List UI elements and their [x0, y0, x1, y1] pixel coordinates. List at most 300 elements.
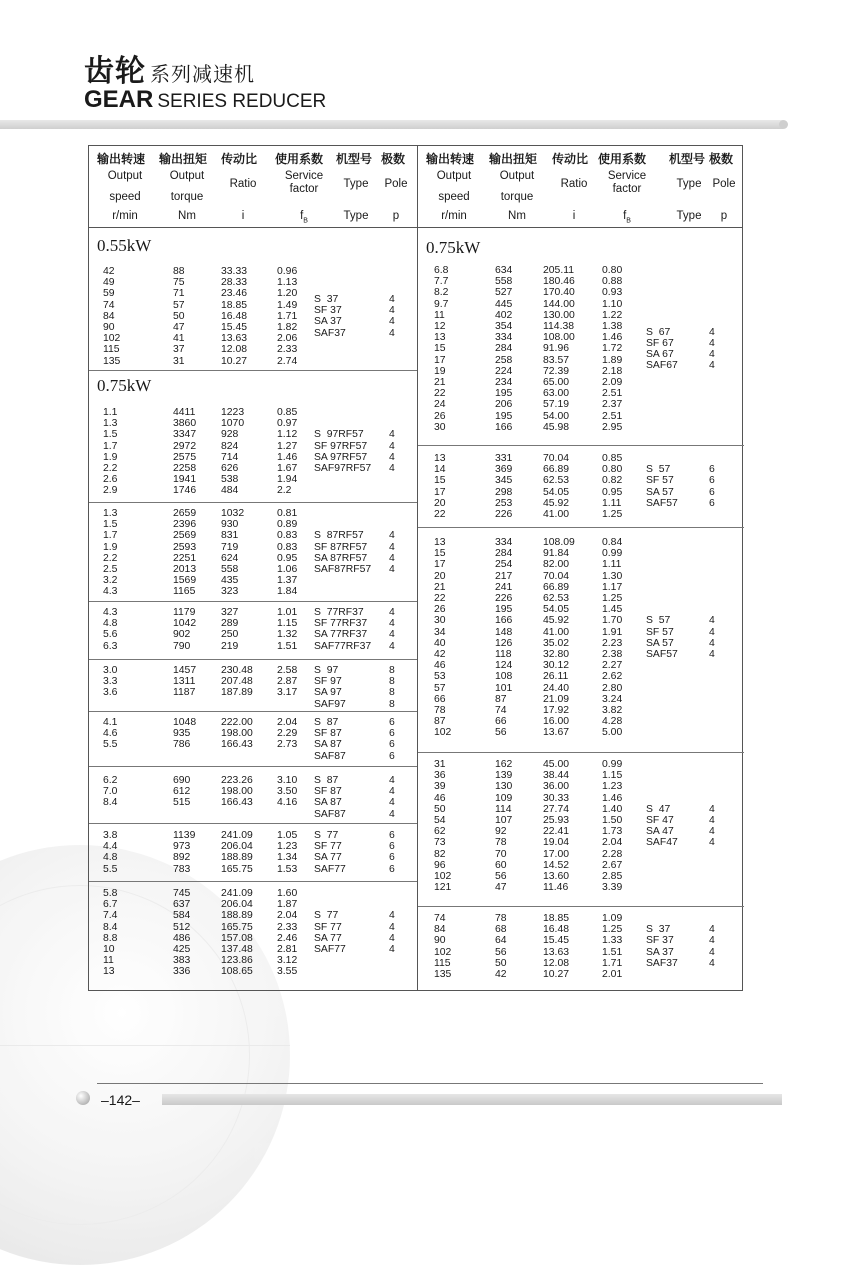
type-cell: SA 47 [646, 826, 674, 838]
service-factor-cell: 1.46 [277, 451, 298, 463]
output-speed-cell: 26 [434, 410, 446, 422]
type-cell: SF 87 [314, 786, 342, 798]
service-factor-cell: 4.16 [277, 797, 298, 809]
output-torque-cell: 57 [173, 299, 185, 311]
group-separator [89, 823, 417, 824]
output-torque-cell: 637 [173, 899, 191, 911]
output-speed-cell: 121 [434, 882, 452, 894]
output-torque-cell: 148 [495, 626, 513, 638]
service-factor-cell: 0.97 [277, 418, 298, 430]
output-torque-cell: 2013 [173, 564, 197, 575]
output-speed-cell: 40 [434, 637, 446, 649]
output-torque-cell: 402 [495, 309, 513, 321]
ratio-cell: 824 [221, 440, 239, 452]
service-factor-cell: 2.46 [277, 932, 298, 944]
type-cell: SA 77 [314, 852, 342, 864]
output-speed-cell: 4.1 [103, 717, 118, 728]
output-speed-cell: 10 [103, 944, 115, 955]
ratio-cell: 16.48 [543, 924, 570, 936]
type-cell: S 47 [646, 803, 671, 815]
output-speed-cell: 31 [434, 759, 446, 770]
type-cell: SA 87RF57 [314, 552, 368, 564]
output-torque-cell: 37 [173, 344, 185, 356]
pole-cell: 4 [709, 957, 715, 969]
output-torque-cell: 107 [495, 815, 513, 826]
pole-cell: 4 [389, 808, 395, 820]
output-torque-cell: 92 [495, 826, 507, 838]
output-torque-cell: 139 [495, 770, 513, 782]
output-speed-cell: 115 [434, 957, 451, 969]
output-torque-cell: 74 [495, 705, 507, 716]
ratio-cell: 108.65 [221, 966, 253, 978]
ratio-cell: 17.00 [543, 848, 570, 860]
output-torque-cell: 1165 [173, 586, 196, 598]
service-factor-cell: 1.11 [602, 497, 622, 509]
service-factor-cell: 0.85 [277, 407, 298, 418]
group-separator [89, 502, 417, 503]
type-cell: SF 37 [314, 305, 342, 317]
output-speed-cell: 5.5 [103, 739, 118, 751]
service-factor-cell: 1.51 [602, 946, 623, 958]
ratio-cell: 70.04 [543, 570, 570, 582]
output-torque-cell: 42 [495, 969, 507, 980]
factor-unit-sub: B [626, 217, 631, 225]
service-factor-cell: 1.71 [277, 310, 298, 322]
pole-cell: 6 [389, 852, 395, 864]
pole-cell: 6 [389, 717, 395, 728]
type-cell: SF 37 [646, 935, 674, 947]
service-factor-cell: 2.28 [602, 848, 623, 860]
ratio-cell: 250 [221, 629, 239, 641]
type-cell: SA 87 [314, 739, 342, 751]
output-speed-cell: 46 [434, 660, 446, 672]
service-factor-cell: 1.13 [277, 277, 298, 289]
type-cell: SF 47 [646, 815, 674, 826]
output-torque-cell: 2659 [173, 508, 197, 519]
ratio-cell: 45.00 [543, 759, 570, 770]
ratio-cell: 831 [221, 530, 239, 542]
output-speed-cell: 50 [434, 803, 446, 815]
output-torque-cell: 2569 [173, 530, 197, 542]
group-separator [418, 752, 744, 753]
ratio-cell: 38.44 [543, 770, 570, 782]
pole-cell: 4 [709, 615, 715, 627]
reducer-selection-table [88, 145, 743, 991]
type-cell: SF 87 [314, 728, 342, 740]
output-speed-cell: 1.9 [103, 541, 118, 553]
service-factor-cell: 3.10 [277, 775, 298, 786]
output-torque-cell: 354 [495, 321, 513, 332]
type-cell: SF 57 [646, 475, 674, 487]
ratio-cell: 19.04 [543, 837, 570, 849]
service-factor-cell: 1.38 [602, 321, 623, 332]
output-speed-cell: 3.8 [103, 830, 118, 841]
type-cell: S 77 [314, 910, 339, 922]
col-header-cn: 极数 [709, 152, 734, 166]
type-cell: SAF87RF57 [314, 564, 372, 575]
pole-cell: 4 [389, 463, 395, 474]
service-factor-cell: 3.12 [277, 955, 298, 967]
pole-cell: 4 [709, 815, 715, 826]
pole-cell: 6 [709, 486, 715, 498]
service-factor-cell: 1.10 [602, 298, 623, 310]
output-torque-cell: 690 [173, 775, 191, 786]
ratio-cell: 82.00 [543, 559, 570, 571]
service-factor-cell: 4.28 [602, 716, 623, 728]
output-speed-cell: 4.6 [103, 728, 118, 740]
output-torque-cell: 101 [495, 682, 513, 694]
col-header-unit: p [720, 210, 728, 222]
service-factor-cell: 3.24 [602, 693, 623, 705]
output-speed-cell: 54 [434, 815, 446, 826]
output-speed-cell: 15 [434, 475, 446, 487]
ratio-cell: 241.09 [221, 888, 253, 899]
output-torque-cell: 1941 [173, 474, 197, 486]
output-torque-cell: 254 [495, 559, 513, 571]
type-cell: SAF37 [314, 327, 346, 339]
service-factor-cell: 1.53 [277, 863, 298, 875]
output-speed-cell: 90 [103, 322, 115, 333]
service-factor-cell: 1.91 [602, 626, 623, 638]
output-torque-cell: 584 [173, 910, 191, 922]
output-torque-cell: 71 [173, 288, 185, 300]
group-separator [89, 659, 417, 660]
output-speed-cell: 102 [103, 333, 121, 345]
ratio-cell: 70.04 [543, 453, 570, 464]
output-speed-cell: 102 [434, 727, 452, 739]
power-heading: 0.55kW [97, 236, 152, 255]
output-speed-cell: 4.3 [103, 607, 118, 618]
col-header-en: Output [169, 170, 205, 182]
type-cell: SA 57 [646, 486, 674, 498]
col-header-en: Service [607, 170, 647, 182]
col-header-cn: 输出扭矩 [489, 152, 538, 166]
pole-cell: 4 [709, 649, 715, 660]
output-torque-cell: 336 [173, 966, 191, 978]
service-factor-cell: 1.70 [602, 615, 623, 627]
col-header-cn: 使用系数 [598, 152, 647, 166]
service-factor-cell: 1.34 [277, 852, 298, 864]
output-speed-cell: 42 [103, 266, 115, 277]
output-speed-cell: 6.7 [103, 899, 118, 911]
service-factor-cell: 3.17 [277, 687, 298, 699]
service-factor-cell: 1.09 [602, 913, 623, 924]
output-speed-cell: 73 [434, 837, 446, 849]
output-speed-cell: 22 [434, 388, 446, 400]
output-torque-cell: 66 [495, 716, 507, 728]
ratio-cell: 63.00 [543, 388, 570, 400]
ratio-cell: 123.86 [221, 955, 253, 967]
output-speed-cell: 135 [434, 969, 452, 980]
output-speed-cell: 1.9 [103, 451, 118, 463]
output-torque-cell: 783 [173, 863, 191, 875]
output-torque-cell: 284 [495, 343, 513, 355]
output-speed-cell: 3.2 [103, 575, 118, 587]
ratio-cell: 17.92 [543, 705, 570, 716]
output-speed-cell: 59 [103, 288, 115, 300]
power-heading: 0.75kW [426, 238, 481, 257]
output-speed-cell: 102 [434, 946, 452, 958]
col-header-en2: factor [612, 183, 642, 195]
output-speed-cell: 13 [103, 966, 115, 978]
output-torque-cell: 2593 [173, 541, 197, 553]
service-factor-cell: 0.83 [277, 530, 298, 542]
pole-cell: 8 [389, 687, 395, 699]
service-factor-cell: 2.38 [602, 649, 623, 660]
col-header-en: Pole [712, 178, 736, 190]
output-torque-cell: 527 [495, 287, 513, 299]
service-factor-cell: 1.51 [277, 640, 298, 652]
col-header-en: Ratio [560, 178, 588, 190]
type-cell: SAF87 [314, 808, 346, 820]
output-torque-cell: 1457 [173, 665, 197, 676]
output-speed-cell: 12 [434, 321, 446, 332]
service-factor-cell: 2.04 [277, 910, 298, 922]
ratio-cell: 114.38 [543, 321, 575, 332]
service-factor-cell: 1.20 [277, 288, 298, 300]
output-torque-cell: 258 [495, 354, 513, 366]
ratio-cell: 170.40 [543, 287, 575, 299]
service-factor-cell: 1.22 [602, 309, 623, 321]
output-speed-cell: 57 [434, 682, 446, 694]
ratio-cell: 207.48 [221, 676, 253, 688]
output-torque-cell: 75 [173, 277, 185, 289]
pole-cell: 6 [389, 750, 395, 762]
pole-cell: 4 [709, 349, 715, 360]
output-torque-cell: 124 [495, 660, 513, 672]
ratio-cell: 165.75 [221, 863, 253, 875]
output-speed-cell: 20 [434, 570, 446, 582]
output-speed-cell: 15 [434, 343, 446, 355]
output-torque-cell: 78 [495, 913, 507, 924]
output-torque-cell: 1042 [173, 618, 197, 630]
output-speed-cell: 4.8 [103, 852, 118, 864]
output-torque-cell: 425 [173, 944, 191, 955]
ratio-cell: 157.08 [221, 932, 253, 944]
output-speed-cell: 115 [103, 344, 120, 356]
output-torque-cell: 331 [495, 453, 513, 464]
service-factor-cell: 2.73 [277, 739, 298, 751]
ratio-cell: 65.00 [543, 377, 570, 388]
output-torque-cell: 70 [495, 848, 507, 860]
output-speed-cell: 3.0 [103, 665, 118, 676]
output-speed-cell: 5.8 [103, 888, 118, 899]
service-factor-cell: 0.88 [602, 276, 623, 288]
output-torque-cell: 56 [495, 727, 507, 739]
ratio-cell: 222.00 [221, 717, 253, 728]
output-torque-cell: 3860 [173, 418, 197, 430]
service-factor-cell: 1.15 [602, 770, 623, 782]
type-cell: SAF97RF57 [314, 463, 372, 474]
pole-cell: 8 [389, 676, 395, 688]
service-factor-cell: 1.05 [277, 830, 298, 841]
service-factor-cell: 1.67 [277, 463, 298, 474]
pole-cell: 4 [709, 637, 715, 649]
output-torque-cell: 47 [173, 322, 185, 333]
pole-cell: 4 [389, 564, 395, 575]
ratio-cell: 15.45 [221, 322, 248, 333]
output-torque-cell: 1311 [173, 676, 196, 688]
output-torque-cell: 108 [495, 671, 513, 683]
output-torque-cell: 745 [173, 888, 191, 899]
ratio-cell: 626 [221, 463, 239, 474]
service-factor-cell: 0.99 [602, 759, 623, 770]
output-speed-cell: 82 [434, 848, 446, 860]
service-factor-cell: 2.18 [602, 365, 623, 377]
service-factor-cell: 0.99 [602, 548, 623, 560]
output-torque-cell: 224 [495, 365, 513, 377]
ratio-cell: 180.46 [543, 276, 575, 288]
pole-cell: 4 [389, 294, 395, 305]
output-speed-cell: 30 [434, 421, 446, 433]
ratio-cell: 188.89 [221, 852, 253, 864]
output-speed-cell: 19 [434, 365, 446, 377]
service-factor-cell: 1.23 [602, 781, 623, 793]
output-speed-cell: 102 [434, 871, 452, 882]
output-torque-cell: 3347 [173, 429, 197, 441]
ratio-cell: 35.02 [543, 637, 570, 649]
output-speed-cell: 84 [434, 924, 446, 936]
ratio-cell: 165.75 [221, 921, 253, 933]
type-cell: SA 37 [646, 946, 674, 958]
output-torque-cell: 64 [495, 935, 507, 947]
ratio-cell: 538 [221, 474, 239, 486]
title-cn-bold: 齿轮 [84, 55, 146, 88]
type-cell: S 67 [646, 326, 671, 338]
pole-cell: 6 [709, 497, 715, 509]
type-cell: SF 87RF57 [314, 541, 368, 553]
type-cell: SAF37 [646, 957, 678, 969]
output-speed-cell: 6.8 [434, 265, 449, 276]
output-torque-cell: 126 [495, 637, 513, 649]
ratio-cell: 45.98 [543, 421, 570, 433]
header-bar [0, 120, 783, 129]
output-torque-cell: 1569 [173, 575, 197, 587]
col-header-en2: factor [289, 183, 319, 195]
output-torque-cell: 345 [495, 475, 513, 487]
output-speed-cell: 17 [434, 354, 446, 366]
ratio-cell: 30.33 [543, 792, 570, 804]
output-speed-cell: 34 [434, 626, 446, 638]
output-speed-cell: 1.7 [103, 530, 118, 542]
ratio-cell: 188.89 [221, 910, 253, 922]
output-torque-cell: 195 [495, 604, 513, 616]
service-factor-cell: 1.11 [602, 559, 622, 571]
service-factor-cell: 3.50 [277, 786, 298, 798]
ratio-cell: 62.53 [543, 475, 570, 487]
type-cell: SAF67 [646, 360, 678, 372]
service-factor-cell: 1.72 [602, 343, 623, 355]
service-factor-cell: 0.80 [602, 464, 623, 476]
power-heading: 0.75kW [97, 376, 152, 395]
ratio-cell: 21.09 [543, 693, 570, 705]
output-torque-cell: 114 [495, 803, 512, 815]
output-torque-cell: 973 [173, 841, 191, 853]
col-header-en2: speed [438, 191, 470, 203]
col-header-en2: torque [500, 191, 534, 203]
pole-cell: 6 [389, 830, 395, 841]
output-torque-cell: 226 [495, 509, 513, 520]
pole-cell: 6 [389, 728, 395, 740]
pole-cell: 4 [389, 327, 395, 339]
col-header-en: Type [343, 178, 369, 190]
group-separator [418, 527, 744, 528]
col-header-cn: 输出扭矩 [159, 152, 208, 166]
col-header-en2: speed [109, 191, 141, 203]
service-factor-cell: 2.62 [602, 671, 623, 683]
factor-unit: f [300, 210, 304, 222]
ratio-cell: 198.00 [221, 728, 253, 740]
service-factor-cell: 2.33 [277, 344, 298, 356]
output-torque-cell: 1187 [173, 687, 196, 699]
output-torque-cell: 162 [495, 759, 513, 770]
output-torque-cell: 50 [173, 310, 185, 322]
pole-cell: 4 [389, 451, 395, 463]
ratio-cell: 187.89 [221, 687, 253, 699]
service-factor-cell: 1.50 [602, 815, 623, 826]
col-header-unit [598, 210, 656, 227]
service-factor-cell: 1.33 [602, 935, 623, 947]
col-header-unit: i [572, 210, 576, 222]
service-factor-cell: 0.95 [277, 552, 298, 564]
col-header-cn: 机型号 [669, 152, 706, 166]
output-torque-cell: 298 [495, 486, 513, 498]
col-header-unit: i [241, 210, 245, 222]
output-torque-cell: 41 [173, 333, 185, 345]
ratio-cell: 26.11 [543, 671, 569, 683]
output-speed-cell: 96 [434, 859, 446, 871]
type-cell: S 57 [646, 615, 671, 627]
ratio-cell: 32.80 [543, 649, 570, 660]
output-speed-cell: 1.5 [103, 429, 118, 441]
title-en-sub: SERIES REDUCER [157, 91, 327, 112]
output-speed-cell: 46 [434, 792, 446, 804]
ratio-cell: 930 [221, 519, 239, 531]
col-header-cn: 极数 [381, 152, 406, 166]
ratio-cell: 10.27 [543, 969, 570, 980]
ratio-cell: 1223 [221, 407, 245, 418]
service-factor-cell: 2.80 [602, 682, 623, 694]
type-cell: S 87 [314, 775, 339, 786]
title-en-bold: GEAR [84, 86, 154, 113]
service-factor-cell: 2.51 [602, 388, 623, 400]
service-factor-cell: 1.30 [602, 570, 623, 582]
service-factor-cell: 0.93 [602, 287, 623, 299]
service-factor-cell: 2.85 [602, 871, 623, 882]
output-speed-cell: 42 [434, 649, 446, 660]
output-torque-cell: 786 [173, 739, 191, 751]
service-factor-cell: 2.51 [602, 410, 623, 422]
ratio-cell: 16.48 [221, 310, 248, 322]
pole-cell: 4 [389, 552, 395, 564]
pole-cell: 4 [389, 440, 395, 452]
type-cell: S 57 [646, 464, 671, 476]
ratio-cell: 13.67 [543, 727, 570, 739]
pole-cell: 4 [389, 797, 395, 809]
output-torque-cell: 234 [495, 377, 513, 388]
output-torque-cell: 558 [495, 276, 513, 288]
ratio-cell: 18.85 [221, 299, 248, 311]
pole-cell: 4 [389, 618, 395, 630]
col-header-unit [275, 210, 333, 227]
output-torque-cell: 1746 [173, 485, 197, 497]
pole-cell: 4 [709, 826, 715, 838]
col-header-en: Ratio [229, 178, 257, 190]
ratio-cell: 22.41 [543, 826, 570, 838]
ratio-cell: 714 [221, 451, 239, 463]
col-header-cn: 传动比 [221, 152, 258, 166]
ratio-cell: 91.84 [543, 548, 570, 560]
